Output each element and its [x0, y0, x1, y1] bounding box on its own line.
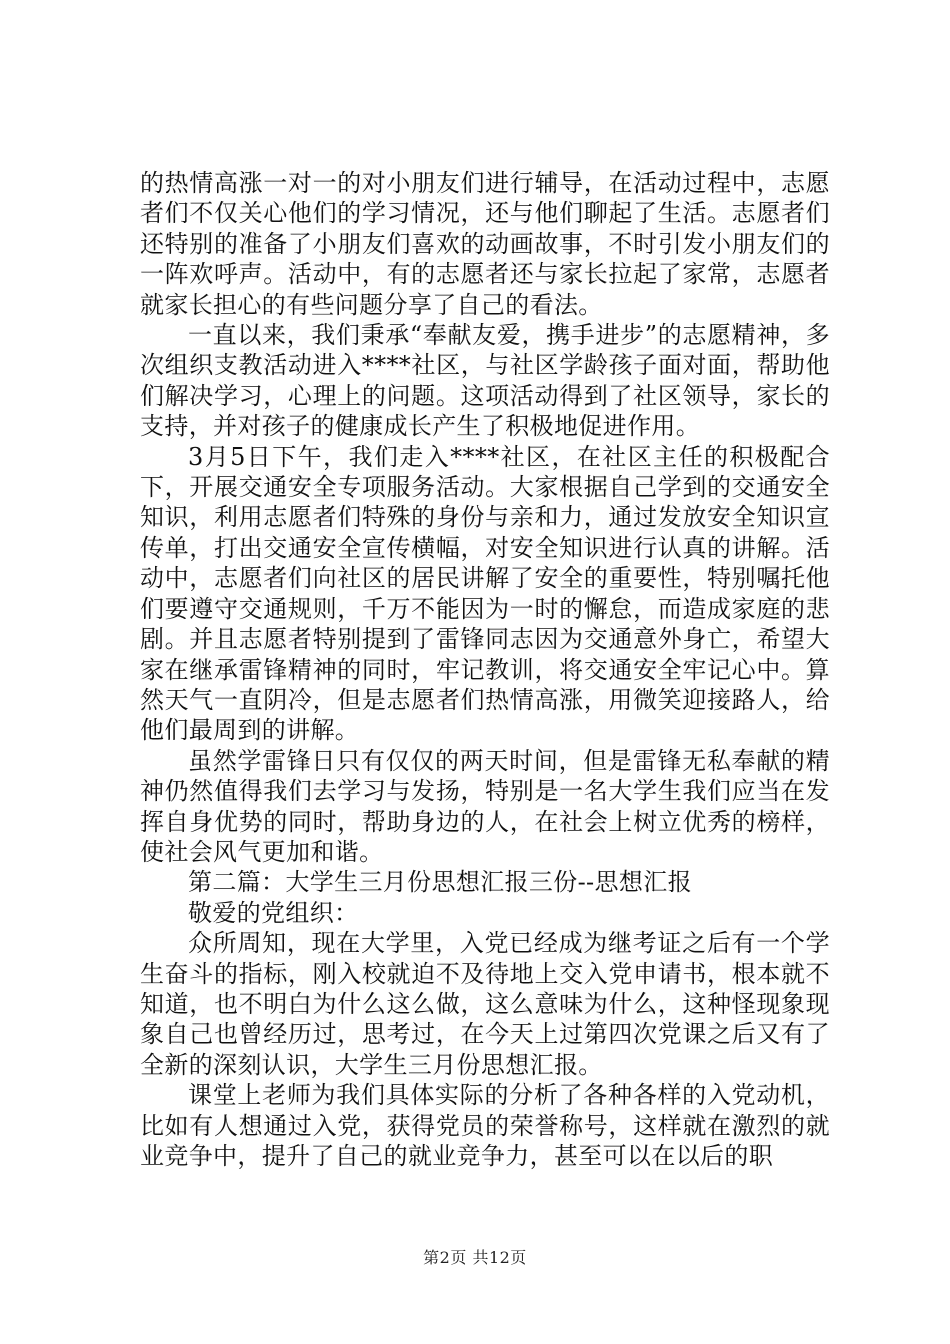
- body-paragraph: 众所周知，现在大学里，入党已经成为继考证之后有一个学生奋斗的指标，刚入校就迫不及待地上交入党申请书，根本就不知道，也不明白为什么这么做，这么意味为什么，这种怪现象现象自己也曾经历过，思考过，在今天上过第四次党课之后又有了全新的深刻认识，大学生三月份思想汇报。: [140, 929, 830, 1079]
- body-paragraph: 课堂上老师为我们具体实际的分析了各种各样的入党动机，比如有人想通过入党，获得党员的荣誉称号，这样就在激烈的就业竞争中，提升了自己的就业竞争力，甚至可以在以后的职: [140, 1081, 830, 1170]
- body-paragraph: 一直以来，我们秉承“奉献友爱，携手进步”的志愿精神，多次组织支教活动进入****社区，与社区学龄孩子面对面，帮助他们解决学习，心理上的问题。这项活动得到了社区领导，家长的支持，并对孩子的健康成长产生了积极地促进作用。: [140, 321, 830, 441]
- body-paragraph: 虽然学雷锋日只有仅仅的两天时间，但是雷锋无私奉献的精神仍然值得我们去学习与发扬，特别是一名大学生我们应当在发挥自身优势的同时，帮助身边的人，在社会上树立优秀的榜样，使社会风气更加和谐。: [140, 746, 830, 866]
- body-paragraph: 的热情高涨一对一的对小朋友们进行辅导，在活动过程中，志愿者们不仅关心他们的学习情况，还与他们聊起了生活。志愿者们还特别的准备了小朋友们喜欢的动画故事，不时引发小朋友们的一阵欢呼声。活动中，有的志愿者还与家长拉起了家常，志愿者就家长担心的有些问题分享了自己的看法。: [140, 169, 830, 319]
- body-paragraph: 3月5日下午，我们走入****社区，在社区主任的积极配合下，开展交通安全专项服务活动。大家根据自己学到的交通安全知识，利用志愿者们特殊的身份与亲和力，通过发放安全知识宣传单，打出交通安全宣传横幅，对安全知识进行认真的讲解。活动中，志愿者们向社区的居民讲解了安全的重要性，特别嘱托他们要遵守交通规则，千万不能因为一时的懈怠，而造成家庭的悲剧。并且志愿者特别提到了雷锋同志因为交通意外身亡，希望大家在继承雷锋精神的同时，牢记教训，将交通安全牢记心中。算然天气一直阴冷，但是志愿者们热情高涨，用微笑迎接路人，给他们最周到的讲解。: [140, 442, 830, 745]
- section-heading: 第二篇：大学生三月份思想汇报三份--思想汇报: [188, 868, 692, 897]
- document-body: [140, 168, 830, 1171]
- page-number-footer: 第2页 共12页: [423, 1248, 527, 1267]
- salutation: 敬爱的党组织：: [188, 898, 359, 927]
